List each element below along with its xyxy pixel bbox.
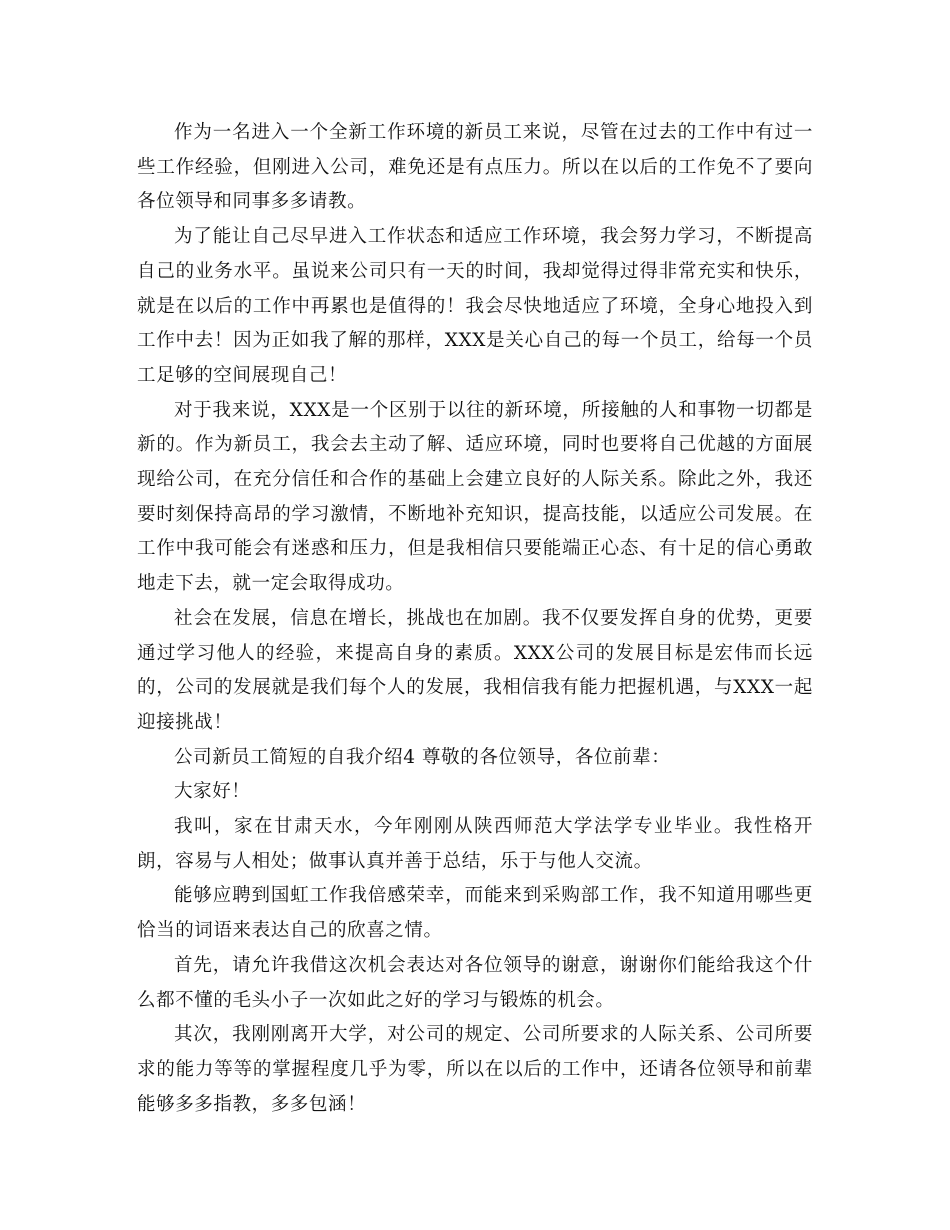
paragraph-9: 首先，请允许我借这次机会表达对各位领导的谢意，谢谢你们能给我这个什么都不懂的毛头小子一次如此之好的学习与锻炼的机会。 <box>137 954 813 1011</box>
paragraph-8: 能够应聘到国虹工作我倍感荣幸，而能来到采购部工作，我不知道用哪些更恰当的词语来表达自己的欣喜之情。 <box>137 885 813 942</box>
paragraph-4: 社会在发展，信息在增长，挑战也在加剧。我不仅要发挥自身的优势，更要通过学习他人的经验，来提高自身的素质。XXX公司的发展目标是宏伟而长远的，公司的发展就是我们每个人的发展，我相信我有能力把握机遇，与XXX一起迎接挑战！ <box>137 607 813 733</box>
paragraph-1: 作为一名进入一个全新工作环境的新员工来说，尽管在过去的工作中有过一些工作经验，但刚进入公司，难免还是有点压力。所以在以后的工作免不了要向各位领导和同事多多请教。 <box>137 122 813 213</box>
paragraph-7: 我叫，家在甘肃天水，今年刚刚从陕西师范大学法学专业毕业。我性格开朗，容易与人相处；做事认真并善于总结，乐于与他人交流。 <box>137 816 813 872</box>
paragraph-3: 对于我来说，XXX是一个区别于以往的新环境，所接触的人和事物一切都是新的。作为新员工，我会去主动了解、适应环境，同时也要将自己优越的方面展现给公司，在充分信任和合作的基础上会建立良好的人际关系。除此之外，我还要时刻保持高昂的学习激情，不断地补充知识，提高技能，以适应公司发展。在工作中我可能会有迷惑和压力，但是我相信只要能端正心态、有十足的信心勇敢地走下去，就一定会取得成功。 <box>137 399 813 595</box>
paragraph-2: 为了能让自己尽早进入工作状态和适应工作环境，我会努力学习，不断提高自己的业务水平。虽说来公司只有一天的时间，我却觉得过得非常充实和快乐，就是在以后的工作中再累也是值得的！我会尽快地适应了环境，全身心地投入到工作中去！因为正如我了解的那样，XXX是关心自己的每一个员工，给每一个员工足够的空间展现自己！ <box>137 226 813 386</box>
paragraph-6-greeting: 大家好！ <box>174 781 251 803</box>
paragraph-5-heading: 公司新员工简短的自我介绍4 尊敬的各位领导，各位前辈： <box>174 746 671 768</box>
paragraph-10: 其次，我刚刚离开大学，对公司的规定、公司所要求的人际关系、公司所要求的能力等等的掌握程度几乎为零，所以在以后的工作中，还请各位领导和前辈能够多多指教，多多包涵！ <box>137 1024 813 1115</box>
